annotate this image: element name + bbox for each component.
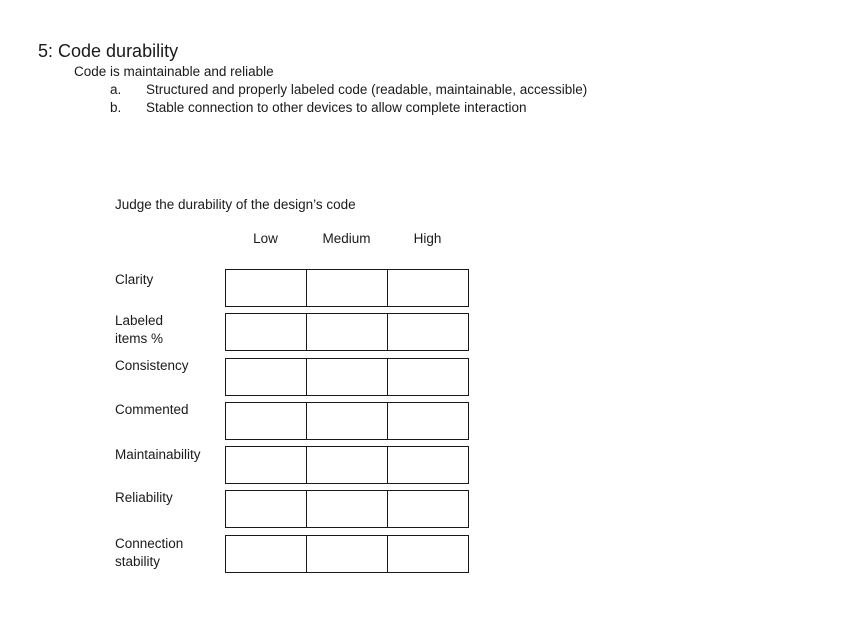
rating-cell-consistency-high[interactable] (387, 358, 469, 396)
row-label-labeled-items: Labeled items % (115, 313, 164, 346)
rating-cell-maintainability-medium[interactable] (306, 446, 388, 484)
rating-cell-connection-stability-low[interactable] (225, 535, 307, 573)
rating-cell-commented-low[interactable] (225, 402, 307, 440)
rating-cell-reliability-low[interactable] (225, 490, 307, 528)
rating-cell-consistency-low[interactable] (225, 358, 307, 396)
section-title: 5: Code durability (38, 41, 179, 61)
rating-cell-labeled-items-high[interactable] (387, 313, 469, 351)
rating-cell-clarity-high[interactable] (387, 269, 469, 307)
rating-cell-maintainability-high[interactable] (387, 446, 469, 484)
row-label-maintainability: Maintainability (115, 447, 201, 462)
column-header-high: High (413, 231, 442, 246)
rating-cell-reliability-medium[interactable] (306, 490, 388, 528)
rating-cell-labeled-items-low[interactable] (225, 313, 307, 351)
rating-cell-clarity-low[interactable] (225, 269, 307, 307)
row-label-consistency: Consistency (115, 358, 189, 373)
row-label-commented: Commented (115, 402, 189, 417)
criterion-text-a: Structured and properly labeled code (readable, maintainable, accessible) (146, 82, 588, 97)
row-label-clarity: Clarity (115, 272, 154, 287)
rating-prompt: Judge the durability of the design’s code (115, 197, 356, 212)
row-label-connection-stability: Connection stability (115, 536, 184, 569)
section-subtitle: Code is maintainable and reliable (74, 64, 274, 79)
rating-cell-maintainability-low[interactable] (225, 446, 307, 484)
rating-cell-consistency-medium[interactable] (306, 358, 388, 396)
rating-cell-connection-stability-medium[interactable] (306, 535, 388, 573)
criterion-marker-a: a. (110, 82, 122, 97)
rating-cell-connection-stability-high[interactable] (387, 535, 469, 573)
row-label-reliability: Reliability (115, 490, 173, 505)
rating-cell-clarity-medium[interactable] (306, 269, 388, 307)
criterion-marker-b: b. (110, 100, 122, 115)
rating-cell-reliability-high[interactable] (387, 490, 469, 528)
rating-cell-labeled-items-medium[interactable] (306, 313, 388, 351)
column-header-medium: Medium (322, 231, 371, 246)
column-header-low: Low (253, 231, 278, 246)
rating-cell-commented-high[interactable] (387, 402, 469, 440)
rating-cell-commented-medium[interactable] (306, 402, 388, 440)
criterion-text-b: Stable connection to other devices to allow complete interaction (146, 100, 527, 115)
